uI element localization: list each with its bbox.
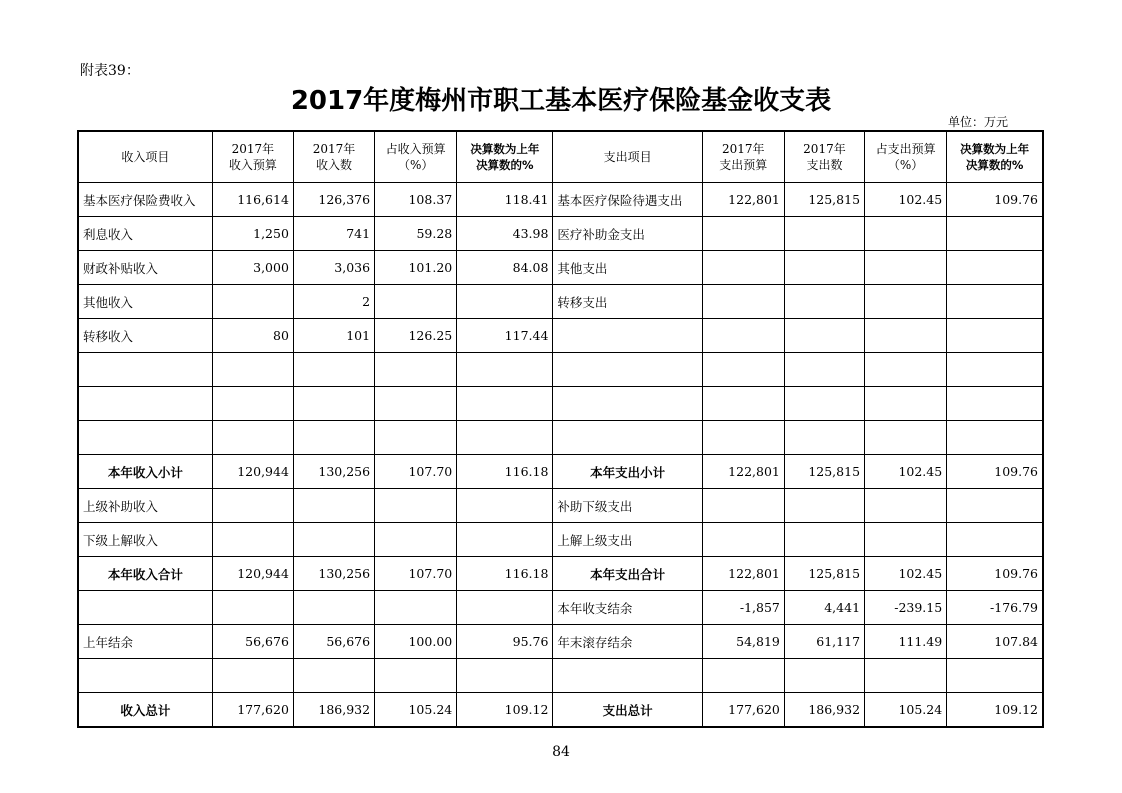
- cell-expense-budget-pct: [865, 489, 947, 523]
- cell-income-budget-pct: 59.28: [375, 217, 457, 251]
- table-row: [78, 625, 1043, 659]
- table-row: [78, 421, 1043, 455]
- cell-expense-prev-year-pct: [947, 251, 1043, 285]
- cell-income-prev-year-pct: 84.08: [457, 251, 553, 285]
- cell-expense-item: 本年支出小计: [553, 455, 702, 489]
- cell-income-budget-pct: 101.20: [375, 251, 457, 285]
- cell-expense-actual: 125,815: [784, 455, 864, 489]
- cell-expense-budget: [702, 319, 784, 353]
- cell-expense-prev-year-pct: 109.76: [947, 183, 1043, 217]
- cell-income-budget-pct: [375, 659, 457, 693]
- header-expense-budget: 2017年 支出预算: [702, 131, 784, 183]
- cell-income-prev-year-pct: 116.18: [457, 455, 553, 489]
- header-income-budget: 2017年 收入预算: [212, 131, 293, 183]
- page-number: 84: [552, 744, 570, 760]
- cell-income-budget-pct: [375, 387, 457, 421]
- cell-income-prev-year-pct: [457, 387, 553, 421]
- table-row: [78, 523, 1043, 557]
- header-income-item: 收入项目: [78, 131, 212, 183]
- table-total-row: [78, 557, 1043, 591]
- cell-expense-actual: 186,932: [784, 693, 864, 728]
- cell-expense-item: 转移支出: [553, 285, 702, 319]
- cell-expense-prev-year-pct: [947, 353, 1043, 387]
- cell-expense-item: 本年支出合计: [553, 557, 702, 591]
- cell-expense-budget-pct: -239.15: [865, 591, 947, 625]
- cell-income-actual: [293, 387, 374, 421]
- cell-income-prev-year-pct: [457, 523, 553, 557]
- cell-expense-item: 年末滚存结余: [553, 625, 702, 659]
- cell-income-budget: [212, 659, 293, 693]
- cell-income-item: 上年结余: [78, 625, 212, 659]
- cell-income-item: 收入总计: [78, 693, 212, 728]
- cell-expense-budget: [702, 523, 784, 557]
- cell-expense-budget-pct: [865, 659, 947, 693]
- cell-expense-budget-pct: [865, 421, 947, 455]
- cell-income-item: 利息收入: [78, 217, 212, 251]
- cell-income-actual: [293, 523, 374, 557]
- cell-income-budget: [212, 523, 293, 557]
- cell-expense-budget-pct: 102.45: [865, 455, 947, 489]
- cell-income-item: [78, 591, 212, 625]
- cell-income-budget-pct: [375, 591, 457, 625]
- cell-expense-budget-pct: [865, 217, 947, 251]
- cell-income-item: 上级补助收入: [78, 489, 212, 523]
- cell-expense-actual: [784, 489, 864, 523]
- cell-income-budget: 120,944: [212, 557, 293, 591]
- cell-expense-actual: [784, 353, 864, 387]
- cell-income-actual: [293, 353, 374, 387]
- cell-expense-budget: [702, 217, 784, 251]
- cell-expense-budget-pct: [865, 285, 947, 319]
- cell-income-budget: 120,944: [212, 455, 293, 489]
- cell-expense-actual: [784, 387, 864, 421]
- cell-income-prev-year-pct: [457, 659, 553, 693]
- cell-income-item: 本年收入小计: [78, 455, 212, 489]
- cell-income-budget-pct: 107.70: [375, 455, 457, 489]
- cell-expense-actual: [784, 659, 864, 693]
- cell-income-budget-pct: [375, 421, 457, 455]
- cell-income-budget: [212, 387, 293, 421]
- cell-expense-prev-year-pct: [947, 421, 1043, 455]
- cell-expense-prev-year-pct: 109.12: [947, 693, 1043, 728]
- cell-expense-actual: 4,441: [784, 591, 864, 625]
- cell-expense-budget-pct: 102.45: [865, 183, 947, 217]
- cell-expense-item: [553, 421, 702, 455]
- cell-income-prev-year-pct: 109.12: [457, 693, 553, 728]
- cell-income-actual: 3,036: [293, 251, 374, 285]
- cell-income-item: [78, 659, 212, 693]
- cell-income-prev-year-pct: 117.44: [457, 319, 553, 353]
- cell-expense-prev-year-pct: [947, 489, 1043, 523]
- cell-expense-prev-year-pct: [947, 319, 1043, 353]
- cell-expense-item: [553, 659, 702, 693]
- cell-expense-budget: 122,801: [702, 455, 784, 489]
- cell-expense-prev-year-pct: [947, 523, 1043, 557]
- cell-income-prev-year-pct: [457, 489, 553, 523]
- header-expense-budget-pct: 占支出预算 （%）: [865, 131, 947, 183]
- cell-income-item: [78, 353, 212, 387]
- cell-expense-item: [553, 387, 702, 421]
- attachment-label: 附表39：: [80, 63, 140, 79]
- cell-expense-item: 其他支出: [553, 251, 702, 285]
- cell-expense-actual: [784, 251, 864, 285]
- table-total-row: [78, 693, 1043, 728]
- header-income-budget-pct: 占收入预算 （%）: [375, 131, 457, 183]
- cell-income-budget-pct: [375, 489, 457, 523]
- cell-expense-actual: 125,815: [784, 557, 864, 591]
- cell-income-budget: [212, 353, 293, 387]
- cell-income-budget: [212, 421, 293, 455]
- cell-expense-item: [553, 353, 702, 387]
- fund-income-expenditure-table: [77, 130, 1044, 728]
- cell-income-budget-pct: 100.00: [375, 625, 457, 659]
- cell-expense-budget: [702, 659, 784, 693]
- cell-expense-budget-pct: [865, 251, 947, 285]
- cell-expense-prev-year-pct: 107.84: [947, 625, 1043, 659]
- cell-income-budget-pct: [375, 523, 457, 557]
- cell-expense-prev-year-pct: [947, 217, 1043, 251]
- table-row: [78, 489, 1043, 523]
- cell-income-item: [78, 387, 212, 421]
- cell-expense-budget-pct: 105.24: [865, 693, 947, 728]
- cell-income-budget-pct: [375, 353, 457, 387]
- cell-income-item: 基本医疗保险费收入: [78, 183, 212, 217]
- cell-income-prev-year-pct: [457, 591, 553, 625]
- cell-income-budget: 177,620: [212, 693, 293, 728]
- cell-income-prev-year-pct: [457, 421, 553, 455]
- header-expense-item: 支出项目: [553, 131, 702, 183]
- cell-expense-item: 基本医疗保险待遇支出: [553, 183, 702, 217]
- cell-income-budget-pct: 105.24: [375, 693, 457, 728]
- table-row: [78, 217, 1043, 251]
- cell-expense-item: 医疗补助金支出: [553, 217, 702, 251]
- cell-income-prev-year-pct: 116.18: [457, 557, 553, 591]
- cell-income-actual: 126,376: [293, 183, 374, 217]
- unit-label: 单位：万元: [948, 115, 1009, 129]
- cell-expense-item: [553, 319, 702, 353]
- cell-expense-budget-pct: [865, 319, 947, 353]
- header-income-actual: 2017年 收入数: [293, 131, 374, 183]
- cell-expense-actual: [784, 421, 864, 455]
- cell-expense-budget-pct: 111.49: [865, 625, 947, 659]
- cell-income-budget: 116,614: [212, 183, 293, 217]
- cell-expense-budget: 54,819: [702, 625, 784, 659]
- cell-expense-budget-pct: [865, 387, 947, 421]
- table-row: [78, 251, 1043, 285]
- cell-expense-item: 上解上级支出: [553, 523, 702, 557]
- cell-income-actual: [293, 421, 374, 455]
- table-row: [78, 591, 1043, 625]
- header-expense-actual: 2017年 支出数: [784, 131, 864, 183]
- cell-income-budget: 1,250: [212, 217, 293, 251]
- cell-income-actual: 741: [293, 217, 374, 251]
- header-row: [78, 131, 1043, 183]
- cell-expense-actual: [784, 217, 864, 251]
- cell-expense-actual: [784, 523, 864, 557]
- header-expense-prev-year-pct: 决算数为上年 决算数的%: [947, 131, 1043, 183]
- cell-expense-budget: [702, 285, 784, 319]
- cell-income-budget: 56,676: [212, 625, 293, 659]
- cell-income-actual: [293, 659, 374, 693]
- document-title: 2017年度梅州市职工基本医疗保险基金收支表: [290, 86, 832, 116]
- cell-expense-budget-pct: [865, 353, 947, 387]
- cell-expense-prev-year-pct: 109.76: [947, 455, 1043, 489]
- cell-income-actual: [293, 591, 374, 625]
- cell-income-prev-year-pct: 95.76: [457, 625, 553, 659]
- cell-expense-budget: -1,857: [702, 591, 784, 625]
- cell-income-budget: [212, 489, 293, 523]
- cell-income-budget-pct: [375, 285, 457, 319]
- header-income-prev-year-pct: 决算数为上年 决算数的%: [457, 131, 553, 183]
- table-row: [78, 285, 1043, 319]
- cell-expense-actual: [784, 285, 864, 319]
- table-row: [78, 659, 1043, 693]
- cell-income-item: 财政补贴收入: [78, 251, 212, 285]
- cell-income-actual: 2: [293, 285, 374, 319]
- table-row: [78, 353, 1043, 387]
- cell-income-prev-year-pct: 43.98: [457, 217, 553, 251]
- cell-income-item: 本年收入合计: [78, 557, 212, 591]
- cell-expense-prev-year-pct: 109.76: [947, 557, 1043, 591]
- cell-expense-item: 本年收支结余: [553, 591, 702, 625]
- cell-expense-budget: [702, 421, 784, 455]
- cell-income-budget: 80: [212, 319, 293, 353]
- cell-expense-item: 补助下级支出: [553, 489, 702, 523]
- cell-expense-budget-pct: [865, 523, 947, 557]
- cell-expense-actual: [784, 319, 864, 353]
- cell-income-prev-year-pct: 118.41: [457, 183, 553, 217]
- cell-income-prev-year-pct: [457, 285, 553, 319]
- cell-income-actual: [293, 489, 374, 523]
- cell-expense-budget: [702, 251, 784, 285]
- cell-income-item: 其他收入: [78, 285, 212, 319]
- cell-income-budget-pct: 108.37: [375, 183, 457, 217]
- cell-expense-actual: 125,815: [784, 183, 864, 217]
- cell-expense-budget: 177,620: [702, 693, 784, 728]
- cell-expense-budget: [702, 489, 784, 523]
- cell-expense-budget: 122,801: [702, 557, 784, 591]
- cell-expense-budget: 122,801: [702, 183, 784, 217]
- table-row: [78, 319, 1043, 353]
- table-row: [78, 183, 1043, 217]
- cell-expense-prev-year-pct: [947, 285, 1043, 319]
- cell-income-actual: 130,256: [293, 455, 374, 489]
- cell-expense-budget: [702, 387, 784, 421]
- table-total-row: [78, 455, 1043, 489]
- cell-income-budget-pct: 126.25: [375, 319, 457, 353]
- cell-income-item: [78, 421, 212, 455]
- cell-expense-prev-year-pct: -176.79: [947, 591, 1043, 625]
- cell-income-actual: 130,256: [293, 557, 374, 591]
- cell-expense-budget-pct: 102.45: [865, 557, 947, 591]
- cell-income-item: 转移收入: [78, 319, 212, 353]
- cell-income-budget: [212, 285, 293, 319]
- cell-expense-prev-year-pct: [947, 659, 1043, 693]
- cell-income-actual: 186,932: [293, 693, 374, 728]
- cell-income-item: 下级上解收入: [78, 523, 212, 557]
- cell-expense-item: 支出总计: [553, 693, 702, 728]
- cell-income-budget: 3,000: [212, 251, 293, 285]
- cell-income-budget-pct: 107.70: [375, 557, 457, 591]
- cell-income-actual: 101: [293, 319, 374, 353]
- table-row: [78, 387, 1043, 421]
- cell-expense-actual: 61,117: [784, 625, 864, 659]
- cell-expense-budget: [702, 353, 784, 387]
- cell-income-budget: [212, 591, 293, 625]
- cell-income-prev-year-pct: [457, 353, 553, 387]
- cell-income-actual: 56,676: [293, 625, 374, 659]
- cell-expense-prev-year-pct: [947, 387, 1043, 421]
